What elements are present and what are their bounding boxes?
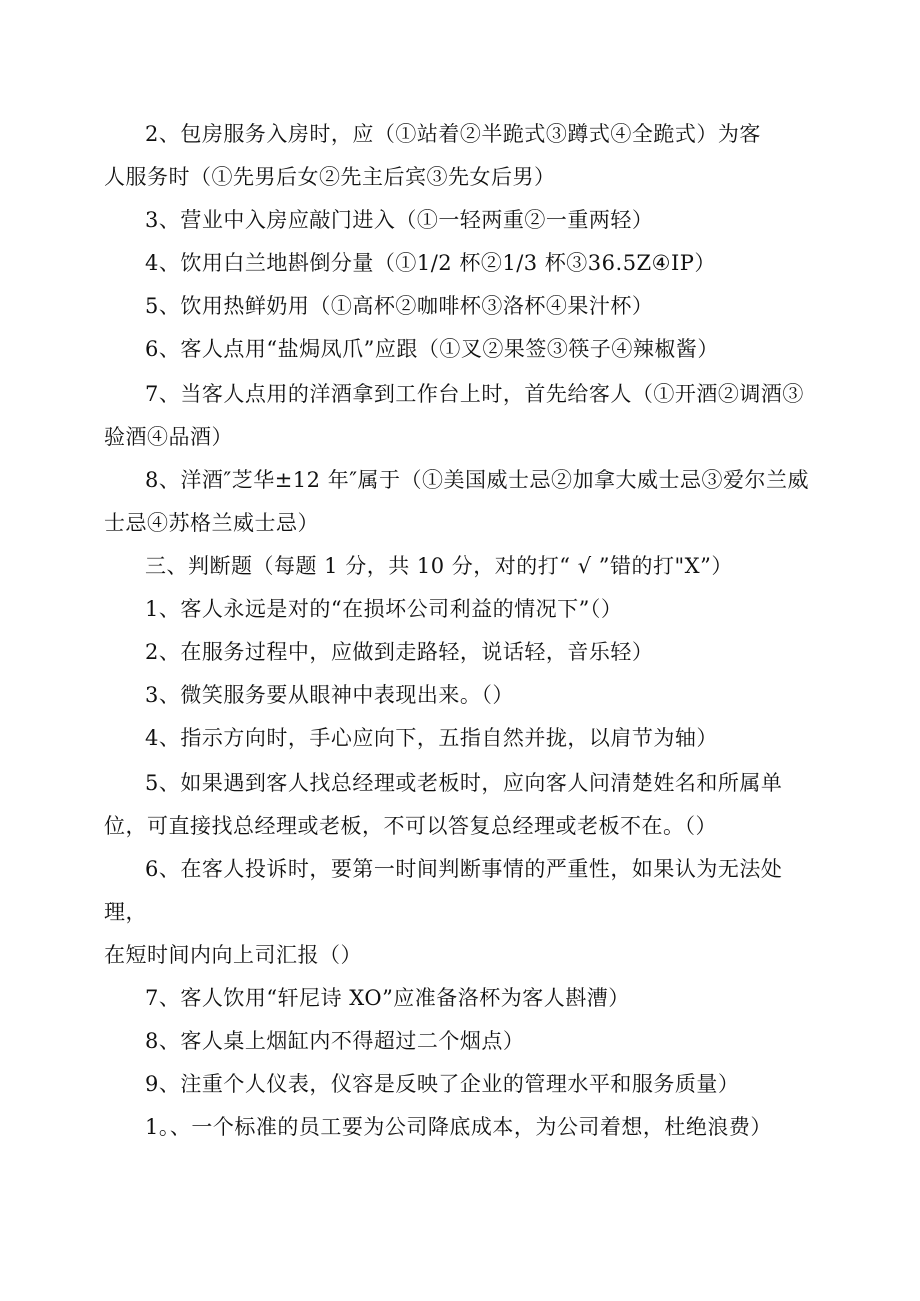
question-5: 5、饮用热鲜奶用（①高杯②咖啡杯③洛杯④果汁杯） bbox=[145, 294, 654, 318]
question-8-line-2: 士忌④苏格兰威士忌） bbox=[104, 511, 319, 535]
judgment-10: 1。、一个标准的员工要为公司降底成本，为公司着想，杜绝浪费） bbox=[145, 1115, 772, 1139]
judgment-6-line-3: 在短时间内向上司汇报（） bbox=[104, 943, 362, 967]
judgment-9: 9、注重个人仪表，仪容是反映了企业的管理水平和服务质量） bbox=[145, 1072, 740, 1096]
question-2-line-2: 人服务时（①先男后女②先主后宾③先女后男） bbox=[104, 165, 556, 189]
judgment-4: 4、指示方向时，手心应向下，五指自然并拢，以肩节为轴） bbox=[145, 726, 718, 750]
judgment-6-line-2: 理， bbox=[104, 900, 147, 924]
section-heading-true-false: 三、判断题（每题 1 分，共 10 分，对的打“ √ ”错的打"X”） bbox=[145, 554, 733, 578]
judgment-6-line-1: 6、在客人投诉时，要第一时间判断事情的严重性，如果认为无法处 bbox=[145, 857, 783, 881]
question-6: 6、客人点用“盐焗凤爪”应跟（①叉②果签③筷子④辣椒酱） bbox=[145, 337, 719, 361]
judgment-5-line-1: 5、如果遇到客人找总经理或老板时，应向客人问清楚姓名和所属单 bbox=[145, 771, 783, 795]
question-3: 3、营业中入房应敲门进入（①一轻两重②一重两轻） bbox=[145, 208, 654, 232]
judgment-7: 7、客人饮用“轩尼诗 XO”应准备洛杯为客人斟漕） bbox=[145, 986, 630, 1010]
question-8-line-1: 8、洋酒″芝华±12 年″属于（①美国威士忌②加拿大威士忌③爱尔兰威 bbox=[145, 468, 810, 492]
question-2-line-1: 2、包房服务入房时，应（①站着②半跪式③蹲式④全跪式）为客 bbox=[145, 122, 761, 146]
judgment-5-line-2: 位，可直接找总经理或老板，不可以答复总经理或老板不在。（） bbox=[104, 814, 717, 838]
judgment-2: 2、在服务过程中，应做到走路轻，说话轻，音乐轻） bbox=[145, 640, 654, 664]
judgment-1: 1、客人永远是对的“在损坏公司利益的情况下”（） bbox=[145, 597, 623, 621]
question-7-line-2: 验酒④品酒） bbox=[104, 425, 233, 449]
judgment-8: 8、客人桌上烟缸内不得超过二个烟点） bbox=[145, 1029, 525, 1053]
question-7-line-1: 7、当客人点用的洋酒拿到工作台上时，首先给客人（①开酒②调酒③ bbox=[145, 382, 804, 406]
judgment-3: 3、微笑服务要从眼神中表现出来。（） bbox=[145, 683, 514, 707]
question-4: 4、饮用白兰地斟倒分量（①1/2 杯②1/3 杯③36.5Z④IP） bbox=[145, 251, 716, 275]
